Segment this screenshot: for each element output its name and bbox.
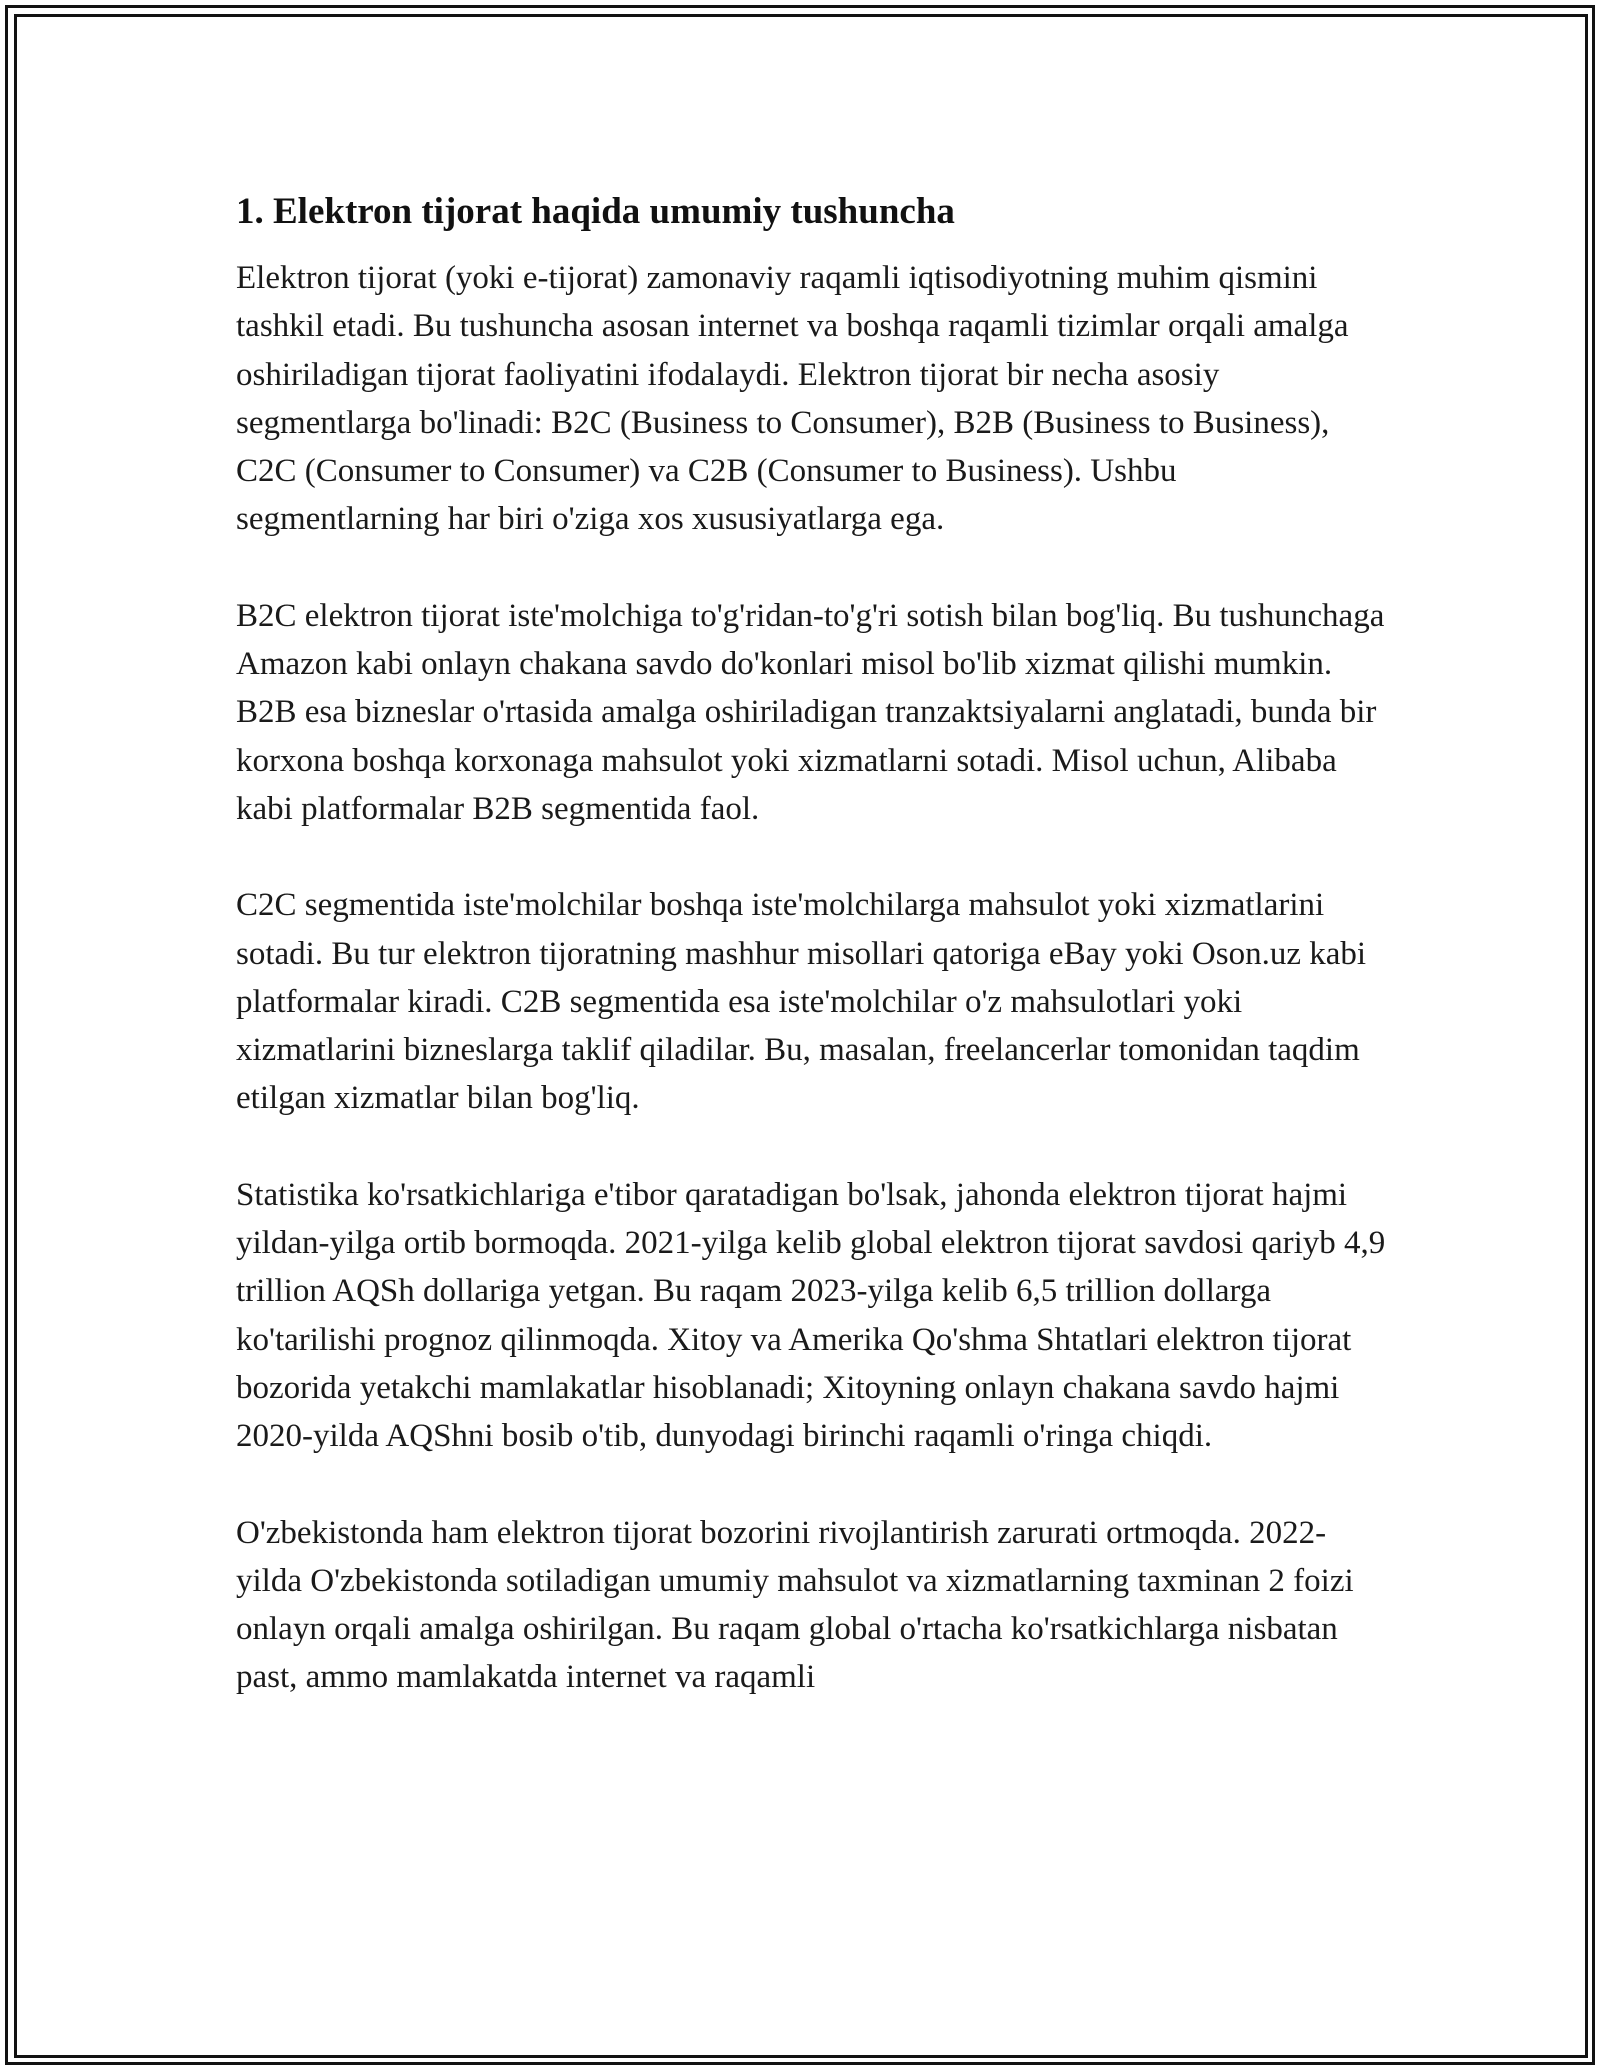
section-heading: 1. Elektron tijorat haqida umumiy tushuncha: [236, 191, 955, 232]
paragraph-global-statistics: Statistika ko'rsatkichlariga e'tibor qaratadigan bo'lsak, jahonda elektron tijorat hajmi yildan-yilga ortib bormoqda. 2021-yilga kelib global elektron tijorat savdosi qariyb 4,9 trillion AQSh dollariga yetgan. Bu raqam 2023-yilga kelib 6,5 trillion dollarga ko'tarilishi prognoz qilinmoqda. Xitoy va Amerika Qo'shma Shtatlari elektron tijorat bozorida yetakchi mamlakatlar hisoblanadi; Xitoyning onlayn chakana savdo hajmi 2020-yilda AQShni bosib o'tib, dunyodagi birinchi raqamli o'ringa chiqdi.: [236, 1176, 1386, 1455]
paragraph-c2c-c2b: C2C segmentida iste'molchilar boshqa iste'molchilarga mahsulot yoki xizmatlarini sotadi. Bu tur elektron tijoratning mashhur misollari qatoriga eBay yoki Oson.uz kabi platformalar kiradi. C2B segmentida esa iste'molchilar o'z mahsulotlari yoki xizmatlarini bizneslarga taklif qiladilar. Bu, masalan, freelancerlar tomonidan taqdim etilgan xizmatlar bilan bog'liq.: [236, 887, 1367, 1117]
document-body: [236, 186, 1386, 1702]
paragraph-b2c-b2b: B2C elektron tijorat iste'molchiga to'g'ridan-to'g'ri sotish bilan bog'liq. Bu tushunchaga Amazon kabi onlayn chakana savdo do'konlari misol bo'lib xizmat qilishi mumkin. B2B esa bizneslar o'rtasida amalga oshiriladigan tranzaktsiyalarni anglatadi, bunda bir korxona boshqa korxonaga mahsulot yoki xizmatlarni sotadi. Misol uchun, Alibaba kabi platformalar B2B segmentida faol.: [236, 597, 1385, 827]
paragraph-uzbekistan: O'zbekistonda ham elektron tijorat bozorini rivojlantirish zarurati ortmoqda. 2022-yilda O'zbekistonda sotiladigan umumiy mahsulot va xizmatlarning taxminan 2 foizi onlayn orqali amalga oshirilgan. Bu raqam global o'rtacha ko'rsatkichlarga nisbatan past, ammo mamlakatda internet va raqamli: [236, 1514, 1354, 1696]
paragraph-ecommerce-overview: Elektron tijorat (yoki e-tijorat) zamonaviy raqamli iqtisodiyotning muhim qismini tashkil etadi. Bu tushuncha asosan internet va boshqa raqamli tizimlar orqali amalga oshiriladigan tijorat faoliyatini ifodalaydi. Elektron tijorat bir necha asosiy segmentlarga bo'linadi: B2C (Business to Consumer), B2B (Business to Business), C2C (Consumer to Consumer) va C2B (Consumer to Business). Ushbu segmentlarning har biri o'ziga xos xususiyatlarga ega.: [236, 260, 1349, 538]
